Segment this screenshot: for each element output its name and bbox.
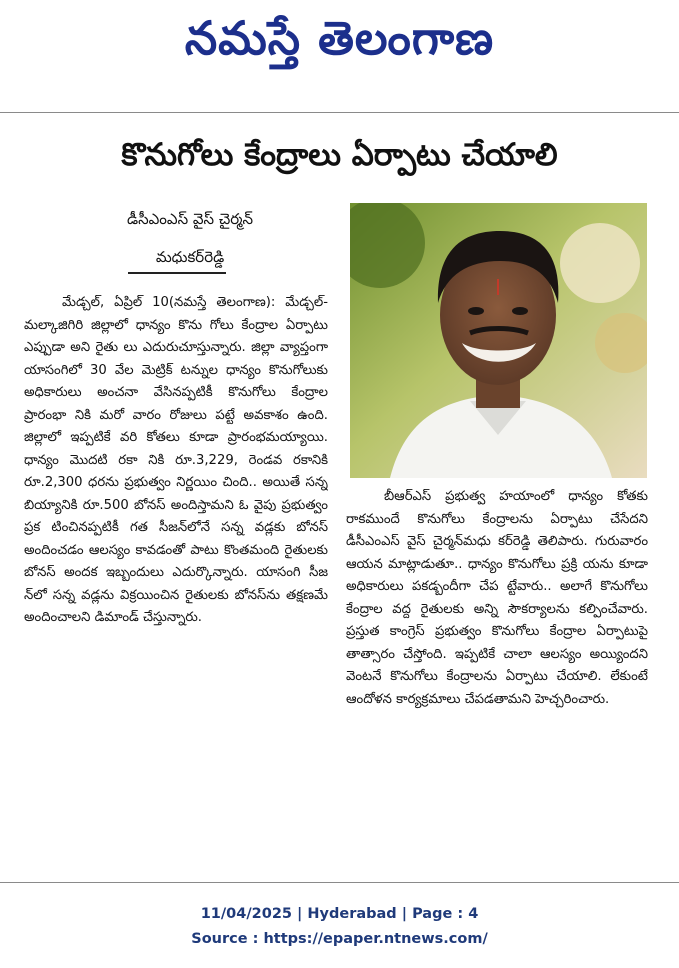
article-body-left-column: మేడ్చల్, ఏప్రిల్ 10(నమస్తే తెలంగాణ): మేడ్చల్-మల్కాజిగిరి జిల్లాలో ధాన్యం కొను గోలు కేంద్రాల ఏర్పాటు ఎప్పుడా అని రైతు లు ఎదురుచూస్తున్నారు. జిల్లా వ్యాప్తంగా యాసంగిలో 30 వేల మెట్రిక్ టన్నుల ధాన్యం కొనుగోలుకు అధికారులు అంచనా వేసినప్పటికీ కొనుగోలు కేంద్రాల ప్రారంభా నికి మరో వారం రోజులు పట్టే అవకాశం ఉంది. జిల్లాలో ఇప్పటికే వరి కోతలు కూడా ప్రారంభమయ్యాయి. ధాన్యం మొదటి రకా నికి రూ.3,229, రెండవ రకానికి రూ.2,300 ధరను ప్రభుత్వం నిర్ణయిం చింది.. అయితే సన్న బియ్యానికి రూ.500 బోనస్ అందిస్తామని ఓ వైపు ప్రభుత్వం ప్రక టించినప్పటికీ గత సీజన్‌లోనే సన్న వడ్లకు బోనస్ అందించడం ఆలస్యం కావడంతో పాటు కొంతమంది రైతులకు బోనస్ అందక ఇబ్బందులు ఎదుర్కొన్నారు. యాసంగి సీజ న్‌లో సన్న వడ్లను విక్రయించిన రైతులకు బోనస్‌ను తక్షణమే అందించాలని డిమాండ్ చేస్తున్నారు. — [24, 295, 328, 625]
byline-name: మధుకర్‌రెడ్డి — [155, 248, 225, 266]
newspaper-masthead — [0, 0, 679, 76]
article-body-right-column: బీఆర్ఎస్ ప్రభుత్వ హయాంలో ధాన్యం కోతకు రాకముందే కొనుగోలు కేంద్రాలను ఏర్పాటు చేసేదని డీసీఎంఎస్ వైస్ చైర్మన్‌మధు కర్‌రెడ్డి తెలిపారు. గురువారం ఆయన మాట్లాడుతూ.. ధాన్యం కొనుగోలు ప్రక్రి యను కూడా అధికారులు పకడ్బందీగా చేప ట్టేవారు.. అలాగే కొనుగోలు కేంద్రాల వద్ద రైతులకు అన్ని సౌకర్యాలను కల్పించేవారు. ప్రస్తుత కాంగ్రెస్ ప్రభుత్వం కొనుగోలు కేంద్రాల ఏర్పాటుపై తాత్సారం చేస్తోంది. ఇప్పటికే చాలా ఆలస్యం అయ్యిందని వెంటనే కొనుగోలు కేంద్రాలను ఏర్పాటు చేయాలి. లేకుంటే ఆందోళన కార్యక్రమాలు చేపడతామని హెచ్చరించారు. — [346, 489, 648, 707]
footer-date-edition-page: 11/04/2025 | Hyderabad | Page : 4 — [200, 906, 479, 922]
footer-divider — [0, 882, 679, 883]
byline-designation: డీసీఎంఎస్ వైస్ చైర్మన్ — [127, 210, 253, 228]
header-divider — [0, 112, 679, 113]
person-photo — [350, 203, 647, 478]
masthead-title: నమస్తే తెలంగాణ — [184, 11, 495, 65]
byline-underline — [128, 272, 226, 274]
headline-text: కొనుగోలు కేంద్రాలు ఏర్పాటు చేయాలి — [121, 136, 558, 173]
article-headline — [0, 130, 679, 186]
footer-source-link[interactable]: Source : https://epaper.ntnews.com/ — [191, 931, 488, 947]
